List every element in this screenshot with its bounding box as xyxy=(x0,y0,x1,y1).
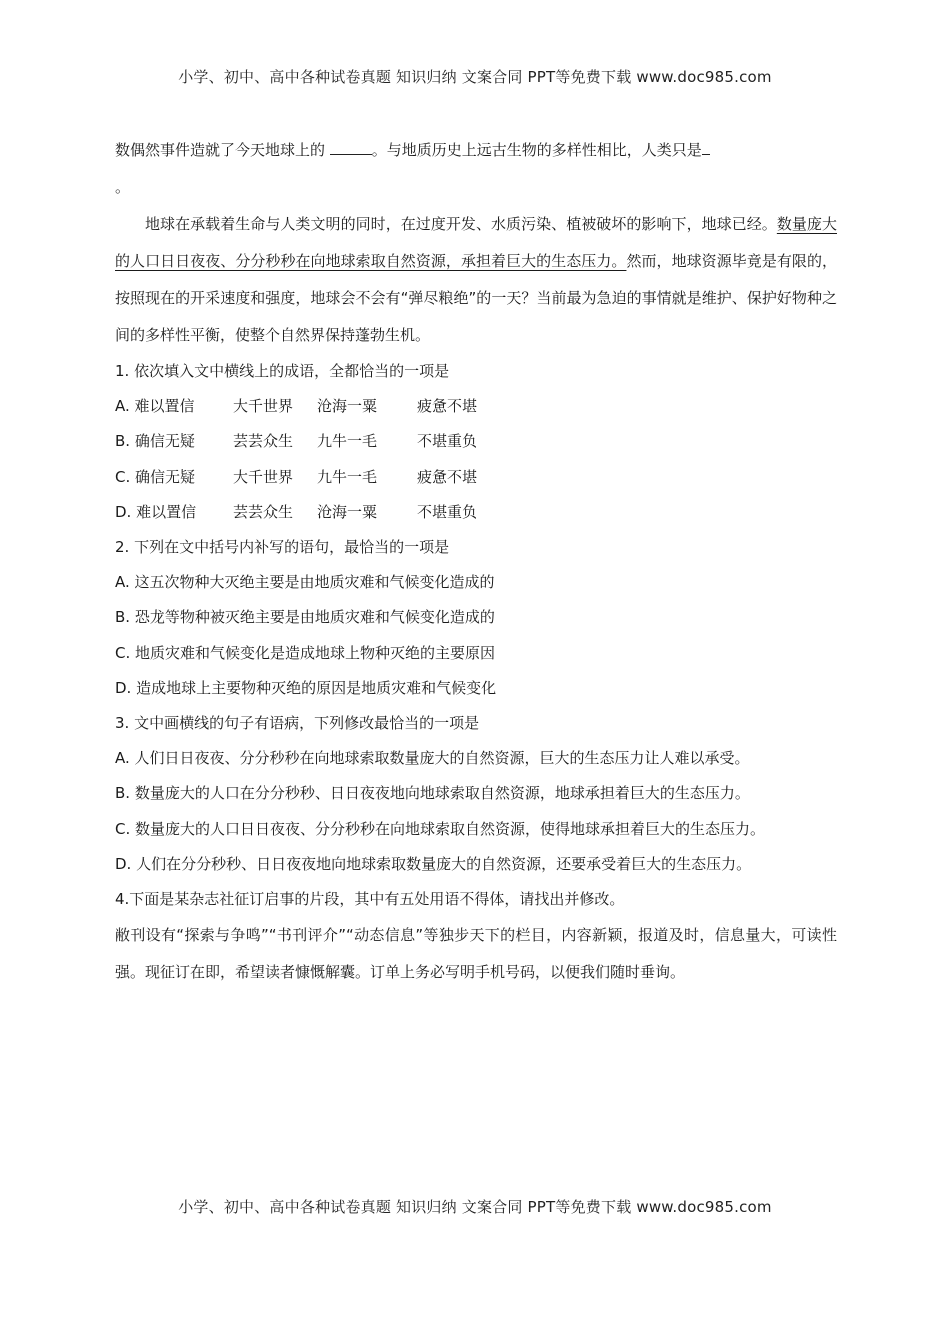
para1-text-b: 。与地质历史上远古生物的多样性相比，人类只是 xyxy=(371,141,702,159)
passage-paragraph-2 xyxy=(115,206,837,354)
page-footer: 小学、初中、高中各种试卷真题 知识归纳 文案合同 PPT等免费下载 www.doc985.com xyxy=(178,1198,772,1216)
document-body xyxy=(115,132,837,991)
question-2-option-d: D. 造成地球上主要物种灭绝的原因是地质灾难和气候变化 xyxy=(115,678,497,697)
question-3-option-c: C. 数量庞大的人口日日夜夜、分分秒秒在向地球索取自然资源，使得地球承担着巨大的生态压力。 xyxy=(115,819,766,838)
fill-blank xyxy=(330,140,372,155)
para1-text-c: 。 xyxy=(115,178,131,196)
para2-text-a: 地球在承载着生命与人类文明的同时，在过度开发、水质污染、植被破坏的影响下，地球已经 xyxy=(145,215,762,233)
question-1-stem: 1. 依次填入文中横线上的成语，全都恰当的一项是 xyxy=(115,362,450,380)
passage-paragraph-1 xyxy=(115,132,837,206)
question-1-option-a: A. 难以置信 大千世界 沧海一粟 疲惫不堪 xyxy=(115,397,478,416)
question-3-option-b: B. 数量庞大的人口在分分秒秒、日日夜夜地向地球索取自然资源，地球承担着巨大的生态压力。 xyxy=(115,784,750,803)
question-3-stem: 3. 文中画横线的句子有语病，下列修改最恰当的一项是 xyxy=(115,714,480,733)
underlined-sentence: 数量庞大的人口日日夜夜、分分秒秒在向地球索取自然资源，承担着巨大的生态压力。 xyxy=(115,215,837,270)
para1-text-a: 数偶然事件造就了今天地球上的 xyxy=(115,141,330,159)
question-4-passage: 敝刊设有“探索与争鸣”“书刊评介”“动态信息”等独步天下的栏目，内容新颖，报道及时，信息量大，可读性强。现征订在即，希望读者慷慨解囊。订单上务必写明手机号码，以便我们随时垂询。 xyxy=(115,926,837,982)
question-3-option-a: A. 人们日日夜夜、分分秒秒在向地球索取数量庞大的自然资源，巨大的生态压力让人难以承受。 xyxy=(115,749,750,768)
page-header: 小学、初中、高中各种试卷真题 知识归纳 文案合同 PPT等免费下载 www.doc985.com xyxy=(178,68,772,86)
question-3-option-d: D. 人们在分分秒秒、日日夜夜地向地球索取数量庞大的自然资源，还要承受着巨大的生态压力。 xyxy=(115,854,752,873)
fill-blank xyxy=(702,140,710,155)
question-2-option-b: B. 恐龙等物种被灭绝主要是由地质灾难和气候变化造成的 xyxy=(115,608,495,627)
question-4-stem: 4.下面是某杂志社征订启事的片段，其中有五处用语不得体，请找出并修改。 xyxy=(115,890,625,909)
question-1-option-d: D. 难以置信 芸芸众生 沧海一粟 不堪重负 xyxy=(115,502,478,521)
question-2-option-a: A. 这五次物种大灭绝主要是由地质灾难和气候变化造成的 xyxy=(115,573,495,592)
para2-text-c: 然而，地球资源毕竟是有限的，按照现在的开采速度和强度，地球会不会有“弹尽粮绝”的一天？当前最为急迫的事情就是维护、保护好物种之间的多样性平衡，使整个自然界保持蓬勃生机。 xyxy=(115,252,837,344)
question-1-option-b: B. 确信无疑 芸芸众生 九牛一毛 不堪重负 xyxy=(115,432,478,451)
question-2-stem: 2. 下列在文中括号内补写的语句，最恰当的一项是 xyxy=(115,538,450,557)
question-2-option-c: C. 地质灾难和气候变化是造成地球上物种灭绝的主要原因 xyxy=(115,643,496,662)
para2-text-b: 。 xyxy=(761,215,777,233)
question-1-option-c: C. 确信无疑 大千世界 九牛一毛 疲惫不堪 xyxy=(115,467,478,486)
